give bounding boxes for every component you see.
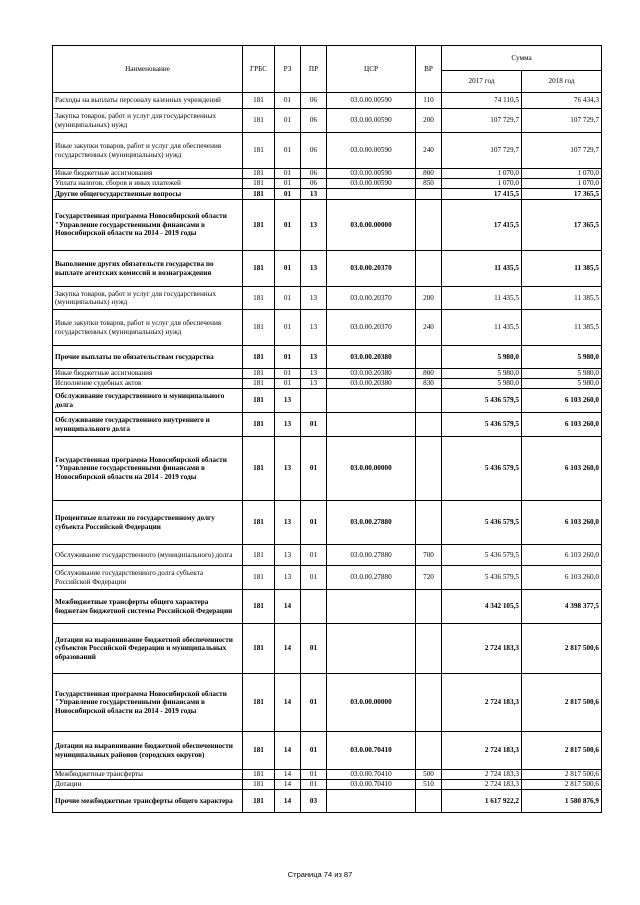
cell-2018: 107 729,7 — [522, 133, 602, 169]
cell-csr — [327, 389, 416, 413]
cell-grbs: 181 — [243, 770, 275, 780]
cell-grbs: 181 — [243, 545, 275, 566]
cell-2018: 2 817 500,6 — [522, 770, 602, 780]
cell-csr: 03.0.00.00000 — [327, 674, 416, 732]
table-row — [53, 566, 602, 590]
cell-rz: 01 — [275, 133, 301, 169]
cell-vr: 830 — [416, 379, 442, 389]
header-2017: 2017 год — [442, 71, 522, 93]
table-row — [53, 624, 602, 674]
cell-csr: 03.0.00.70410 — [327, 770, 416, 780]
cell-rz: 01 — [275, 379, 301, 389]
cell-2018: 11 385,5 — [522, 287, 602, 310]
cell-csr: 03.0.00.20370 — [327, 251, 416, 287]
cell-2018: 5 980,0 — [522, 379, 602, 389]
cell-csr — [327, 790, 416, 813]
cell-name: Государственная программа Новосибирской области "Управление государственными финансами в Новосибирской области на 2014 - 2019 годы — [53, 674, 243, 732]
cell-2018: 1 580 876,9 — [522, 790, 602, 813]
cell-pr — [301, 590, 327, 624]
cell-pr: 06 — [301, 133, 327, 169]
table-row — [53, 109, 602, 133]
cell-2017: 74 110,5 — [442, 93, 522, 109]
table-row — [53, 189, 602, 200]
cell-pr: 13 — [301, 189, 327, 200]
header-grbs: ГРБС — [243, 46, 275, 93]
cell-pr: 06 — [301, 169, 327, 179]
cell-rz: 14 — [275, 674, 301, 732]
cell-pr: 03 — [301, 790, 327, 813]
cell-vr — [416, 590, 442, 624]
header-pr: ПР — [301, 46, 327, 93]
header-vr: ВР — [416, 46, 442, 93]
cell-rz: 13 — [275, 389, 301, 413]
cell-2018: 1 070,0 — [522, 179, 602, 189]
cell-2017: 107 729,7 — [442, 109, 522, 133]
cell-pr: 01 — [301, 624, 327, 674]
cell-vr — [416, 346, 442, 369]
cell-pr: 06 — [301, 93, 327, 109]
cell-grbs: 181 — [243, 437, 275, 501]
cell-vr: 700 — [416, 545, 442, 566]
table-row — [53, 369, 602, 379]
cell-rz: 01 — [275, 369, 301, 379]
cell-vr — [416, 413, 442, 437]
cell-2017: 17 415,5 — [442, 189, 522, 200]
cell-vr: 200 — [416, 109, 442, 133]
cell-2018: 6 103 260,0 — [522, 501, 602, 545]
cell-rz: 01 — [275, 346, 301, 369]
cell-2017: 1 070,0 — [442, 179, 522, 189]
cell-pr: 13 — [301, 379, 327, 389]
cell-pr: 01 — [301, 501, 327, 545]
table-row — [53, 732, 602, 770]
cell-rz: 14 — [275, 590, 301, 624]
cell-2018: 76 434,3 — [522, 93, 602, 109]
cell-grbs: 181 — [243, 790, 275, 813]
cell-grbs: 181 — [243, 389, 275, 413]
cell-2018: 5 980,0 — [522, 369, 602, 379]
table-row — [53, 200, 602, 251]
cell-rz: 01 — [275, 287, 301, 310]
cell-vr — [416, 251, 442, 287]
cell-csr: 03.0.00.00590 — [327, 109, 416, 133]
table-row — [53, 790, 602, 813]
cell-grbs: 181 — [243, 590, 275, 624]
cell-grbs: 181 — [243, 346, 275, 369]
cell-2017: 5 436 579,5 — [442, 501, 522, 545]
cell-grbs: 181 — [243, 93, 275, 109]
cell-name: Государственная программа Новосибирской области "Управление государственными финансами в Новосибирской области на 2014 - 2019 годы — [53, 200, 243, 251]
cell-rz: 13 — [275, 566, 301, 590]
cell-2018: 6 103 260,0 — [522, 437, 602, 501]
cell-csr — [327, 189, 416, 200]
table-row — [53, 590, 602, 624]
cell-name: Процентные платежи по государственному долгу субъекта Российской Федерации — [53, 501, 243, 545]
cell-name: Закупка товаров, работ и услуг для государственных (муниципальных) нужд — [53, 109, 243, 133]
cell-name: Обслуживание государственного внутреннего и муниципального долга — [53, 413, 243, 437]
cell-2017: 11 435,5 — [442, 251, 522, 287]
cell-pr: 13 — [301, 346, 327, 369]
cell-name: Иные закупки товаров, работ и услуг для обеспечения государственных (муниципальных) нужд — [53, 310, 243, 346]
cell-vr: 110 — [416, 93, 442, 109]
header-rz: РЗ — [275, 46, 301, 93]
cell-vr — [416, 732, 442, 770]
cell-rz: 14 — [275, 770, 301, 780]
cell-csr: 03.0.00.27880 — [327, 545, 416, 566]
table-row — [53, 780, 602, 790]
cell-pr: 06 — [301, 179, 327, 189]
cell-pr: 01 — [301, 566, 327, 590]
cell-name: Прочие межбюджетные трансферты общего характера — [53, 790, 243, 813]
cell-csr — [327, 590, 416, 624]
cell-2018: 107 729,7 — [522, 109, 602, 133]
cell-csr: 03.0.00.20370 — [327, 287, 416, 310]
cell-csr: 03.0.00.00590 — [327, 169, 416, 179]
cell-vr: 500 — [416, 770, 442, 780]
table-row — [53, 287, 602, 310]
header-csr: ЦСР — [327, 46, 416, 93]
cell-2017: 5 436 579,5 — [442, 413, 522, 437]
table-row — [53, 501, 602, 545]
cell-name: Иные закупки товаров, работ и услуг для обеспечения государственных (муниципальных) нужд — [53, 133, 243, 169]
table-row — [53, 133, 602, 169]
table-row — [53, 437, 602, 501]
cell-rz: 01 — [275, 169, 301, 179]
cell-grbs: 181 — [243, 109, 275, 133]
cell-rz: 01 — [275, 93, 301, 109]
table-row — [53, 674, 602, 732]
cell-vr: 800 — [416, 369, 442, 379]
cell-rz: 13 — [275, 437, 301, 501]
cell-grbs: 181 — [243, 674, 275, 732]
cell-rz: 01 — [275, 109, 301, 133]
cell-2018: 6 103 260,0 — [522, 566, 602, 590]
cell-csr: 03.0.00.00000 — [327, 437, 416, 501]
cell-vr: 240 — [416, 310, 442, 346]
cell-csr — [327, 413, 416, 437]
cell-name: Дотации на выравнивание бюджетной обеспеченности субъектов Российской Федерации и муниципальных образований — [53, 624, 243, 674]
cell-name: Государственная программа Новосибирской области "Управление государственными финансами в Новосибирской области на 2014 - 2019 годы — [53, 437, 243, 501]
cell-2017: 1 070,0 — [442, 169, 522, 179]
table-row — [53, 545, 602, 566]
cell-grbs: 181 — [243, 189, 275, 200]
cell-2018: 2 817 500,6 — [522, 674, 602, 732]
cell-2018: 4 398 377,5 — [522, 590, 602, 624]
table-row — [53, 310, 602, 346]
table-row — [53, 179, 602, 189]
cell-csr: 03.0.00.00590 — [327, 133, 416, 169]
cell-csr: 03.0.00.70410 — [327, 732, 416, 770]
cell-rz: 14 — [275, 732, 301, 770]
cell-2017: 5 980,0 — [442, 379, 522, 389]
cell-csr: 03.0.00.00000 — [327, 200, 416, 251]
cell-grbs: 181 — [243, 169, 275, 179]
cell-pr: 01 — [301, 732, 327, 770]
cell-csr: 03.0.00.00590 — [327, 93, 416, 109]
cell-pr: 01 — [301, 770, 327, 780]
cell-2017: 2 724 183,3 — [442, 624, 522, 674]
cell-vr: 800 — [416, 169, 442, 179]
cell-rz: 01 — [275, 310, 301, 346]
cell-2018: 2 817 500,6 — [522, 732, 602, 770]
cell-pr: 01 — [301, 674, 327, 732]
cell-grbs: 181 — [243, 379, 275, 389]
cell-2018: 17 365,5 — [522, 189, 602, 200]
cell-2017: 2 724 183,3 — [442, 780, 522, 790]
cell-2018: 17 365,5 — [522, 200, 602, 251]
cell-2017: 2 724 183,3 — [442, 674, 522, 732]
table-row — [53, 379, 602, 389]
cell-csr: 03.0.00.27880 — [327, 501, 416, 545]
cell-pr: 13 — [301, 310, 327, 346]
cell-vr — [416, 501, 442, 545]
cell-vr — [416, 389, 442, 413]
budget-table — [52, 45, 602, 813]
cell-name: Дотации — [53, 780, 243, 790]
cell-2017: 5 436 579,5 — [442, 566, 522, 590]
cell-2017: 11 435,5 — [442, 287, 522, 310]
cell-pr — [301, 389, 327, 413]
header-name: Наименование — [53, 46, 243, 93]
cell-rz: 01 — [275, 189, 301, 200]
cell-2017: 5 980,0 — [442, 369, 522, 379]
cell-2017: 11 435,5 — [442, 310, 522, 346]
cell-name: Дотации на выравнивание бюджетной обеспеченности муниципальных районов (городских округов) — [53, 732, 243, 770]
header-sum: Сумма — [442, 46, 602, 71]
cell-pr: 01 — [301, 413, 327, 437]
cell-pr: 01 — [301, 780, 327, 790]
cell-name: Иные бюджетные ассигнования — [53, 169, 243, 179]
cell-csr: 03.0.00.20380 — [327, 346, 416, 369]
cell-name: Исполнение судебных актов — [53, 379, 243, 389]
cell-name: Уплата налогов, сборов и иных платежей — [53, 179, 243, 189]
cell-grbs: 181 — [243, 369, 275, 379]
table-row — [53, 389, 602, 413]
cell-csr — [327, 624, 416, 674]
cell-rz: 01 — [275, 200, 301, 251]
cell-name: Другие общегосударственные вопросы — [53, 189, 243, 200]
cell-rz: 14 — [275, 780, 301, 790]
cell-name: Межбюджетные трансферты — [53, 770, 243, 780]
cell-2018: 2 817 500,6 — [522, 624, 602, 674]
cell-rz: 14 — [275, 790, 301, 813]
cell-vr — [416, 189, 442, 200]
cell-name: Выполнение других обязательств государства по выплате агентских комиссий и вознаграждения — [53, 251, 243, 287]
cell-pr: 01 — [301, 437, 327, 501]
cell-vr — [416, 200, 442, 251]
cell-name: Межбюджетные трансферты общего характера бюджетам бюджетной системы Российской Федерации — [53, 590, 243, 624]
cell-csr: 03.0.00.70410 — [327, 780, 416, 790]
cell-name: Прочие выплаты по обязательствам государства — [53, 346, 243, 369]
cell-grbs: 181 — [243, 566, 275, 590]
cell-2017: 5 436 579,5 — [442, 389, 522, 413]
cell-vr — [416, 437, 442, 501]
cell-2017: 5 980,0 — [442, 346, 522, 369]
cell-pr: 13 — [301, 287, 327, 310]
cell-2017: 5 436 579,5 — [442, 437, 522, 501]
cell-vr — [416, 624, 442, 674]
cell-rz: 13 — [275, 545, 301, 566]
cell-vr: 200 — [416, 287, 442, 310]
cell-name: Обслуживание государственного и муниципального долга — [53, 389, 243, 413]
cell-2018: 6 103 260,0 — [522, 389, 602, 413]
cell-grbs: 181 — [243, 624, 275, 674]
cell-pr: 06 — [301, 109, 327, 133]
cell-2018: 1 070,0 — [522, 169, 602, 179]
cell-rz: 01 — [275, 179, 301, 189]
table-row — [53, 346, 602, 369]
table-row — [53, 413, 602, 437]
cell-2017: 5 436 579,5 — [442, 545, 522, 566]
cell-vr: 850 — [416, 179, 442, 189]
cell-2017: 2 724 183,3 — [442, 770, 522, 780]
cell-name: Расходы на выплаты персоналу казенных учреждений — [53, 93, 243, 109]
cell-grbs: 181 — [243, 251, 275, 287]
cell-grbs: 181 — [243, 133, 275, 169]
cell-2018: 6 103 260,0 — [522, 545, 602, 566]
cell-csr: 03.0.00.27880 — [327, 566, 416, 590]
cell-csr: 03.0.00.20380 — [327, 379, 416, 389]
cell-name: Иные бюджетные ассигнования — [53, 369, 243, 379]
cell-2018: 11 385,5 — [522, 310, 602, 346]
cell-vr: 240 — [416, 133, 442, 169]
cell-rz: 13 — [275, 501, 301, 545]
page-number: Страница 74 из 87 — [287, 870, 353, 879]
cell-2017: 2 724 183,3 — [442, 732, 522, 770]
cell-name: Закупка товаров, работ и услуг для государственных (муниципальных) нужд — [53, 287, 243, 310]
cell-vr: 510 — [416, 780, 442, 790]
cell-2017: 107 729,7 — [442, 133, 522, 169]
cell-csr: 03.0.00.00590 — [327, 179, 416, 189]
cell-rz: 13 — [275, 413, 301, 437]
cell-pr: 13 — [301, 369, 327, 379]
cell-2017: 1 617 922,2 — [442, 790, 522, 813]
cell-2018: 11 385,5 — [522, 251, 602, 287]
cell-grbs: 181 — [243, 200, 275, 251]
cell-grbs: 181 — [243, 501, 275, 545]
table-row — [53, 770, 602, 780]
cell-rz: 14 — [275, 624, 301, 674]
cell-pr: 01 — [301, 545, 327, 566]
cell-grbs: 181 — [243, 780, 275, 790]
cell-grbs: 181 — [243, 310, 275, 346]
table-row — [53, 251, 602, 287]
cell-grbs: 181 — [243, 179, 275, 189]
cell-csr: 03.0.00.20370 — [327, 310, 416, 346]
cell-pr: 13 — [301, 251, 327, 287]
cell-vr — [416, 790, 442, 813]
table-row — [53, 169, 602, 179]
table-row — [53, 93, 602, 109]
cell-2018: 6 103 260,0 — [522, 413, 602, 437]
header-2018: 2018 год — [522, 71, 602, 93]
cell-vr — [416, 674, 442, 732]
cell-2017: 17 415,5 — [442, 200, 522, 251]
cell-rz: 01 — [275, 251, 301, 287]
cell-2018: 2 817 500,6 — [522, 780, 602, 790]
cell-grbs: 181 — [243, 287, 275, 310]
cell-csr: 03.0.00.20380 — [327, 369, 416, 379]
cell-name: Обслуживание государственного долга субъекта Российской Федерации — [53, 566, 243, 590]
cell-vr: 720 — [416, 566, 442, 590]
cell-grbs: 181 — [243, 413, 275, 437]
cell-2017: 4 342 105,5 — [442, 590, 522, 624]
cell-pr: 13 — [301, 200, 327, 251]
cell-grbs: 181 — [243, 732, 275, 770]
cell-2018: 5 980,0 — [522, 346, 602, 369]
cell-name: Обслуживание государственного (муниципального) долга — [53, 545, 243, 566]
